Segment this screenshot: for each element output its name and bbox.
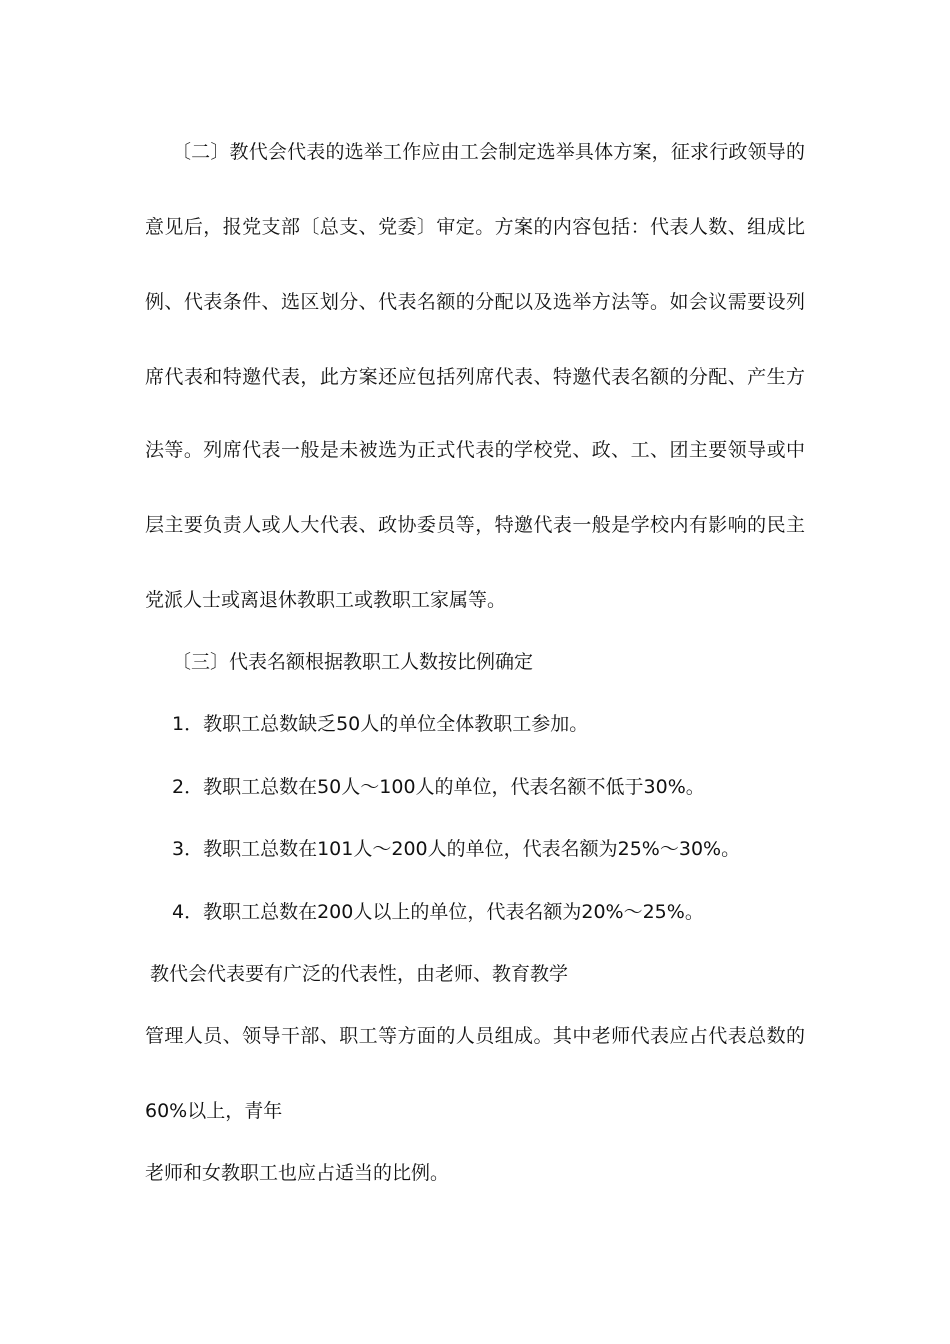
list-item-1: 1．教职工总数缺乏50人的单位全体教职工参加。	[172, 713, 589, 735]
paragraph-4-line-3: 60%以上，青年	[145, 1100, 283, 1122]
paragraph-4-line-1: 教代会代表要有广泛的代表性，由老师、教育教学	[150, 963, 569, 985]
paragraph-4-line-4: 老师和女教职工也应占适当的比例。	[145, 1162, 450, 1184]
paragraph-3-heading: 〔三〕代表名额根据教职工人数按比例确定	[172, 651, 534, 673]
list-item-3: 3．教职工总数在101人～200人的单位，代表名额为25%～30%。	[172, 838, 741, 860]
list-item-2: 2．教职工总数在50人～100人的单位，代表名额不低于30%。	[172, 776, 705, 798]
paragraph-2-line-6: 层主要负责人或人大代表、政协委员等，特邀代表一般是学校内有影响的民主	[145, 514, 805, 536]
paragraph-4-line-2: 管理人员、领导干部、职工等方面的人员组成。其中老师代表应占代表总数的	[145, 1025, 805, 1047]
paragraph-2-line-7: 党派人士或离退休教职工或教职工家属等。	[145, 589, 507, 611]
paragraph-2-line-3: 例、代表条件、选区划分、代表名额的分配以及选举方法等。如会议需要设列	[145, 291, 805, 313]
paragraph-2-line-5: 法等。列席代表一般是未被选为正式代表的学校党、政、工、团主要领导或中	[145, 439, 805, 461]
paragraph-2-line-2: 意见后，报党支部〔总支、党委〕审定。方案的内容包括：代表人数、组成比	[145, 216, 805, 238]
paragraph-2-line-4: 席代表和特邀代表，此方案还应包括列席代表、特邀代表名额的分配、产生方	[145, 366, 805, 388]
paragraph-2-line-1: 〔二〕教代会代表的选举工作应由工会制定选举具体方案，征求行政领导的	[172, 141, 805, 163]
list-item-4: 4．教职工总数在200人以上的单位，代表名额为20%～25%。	[172, 901, 704, 923]
